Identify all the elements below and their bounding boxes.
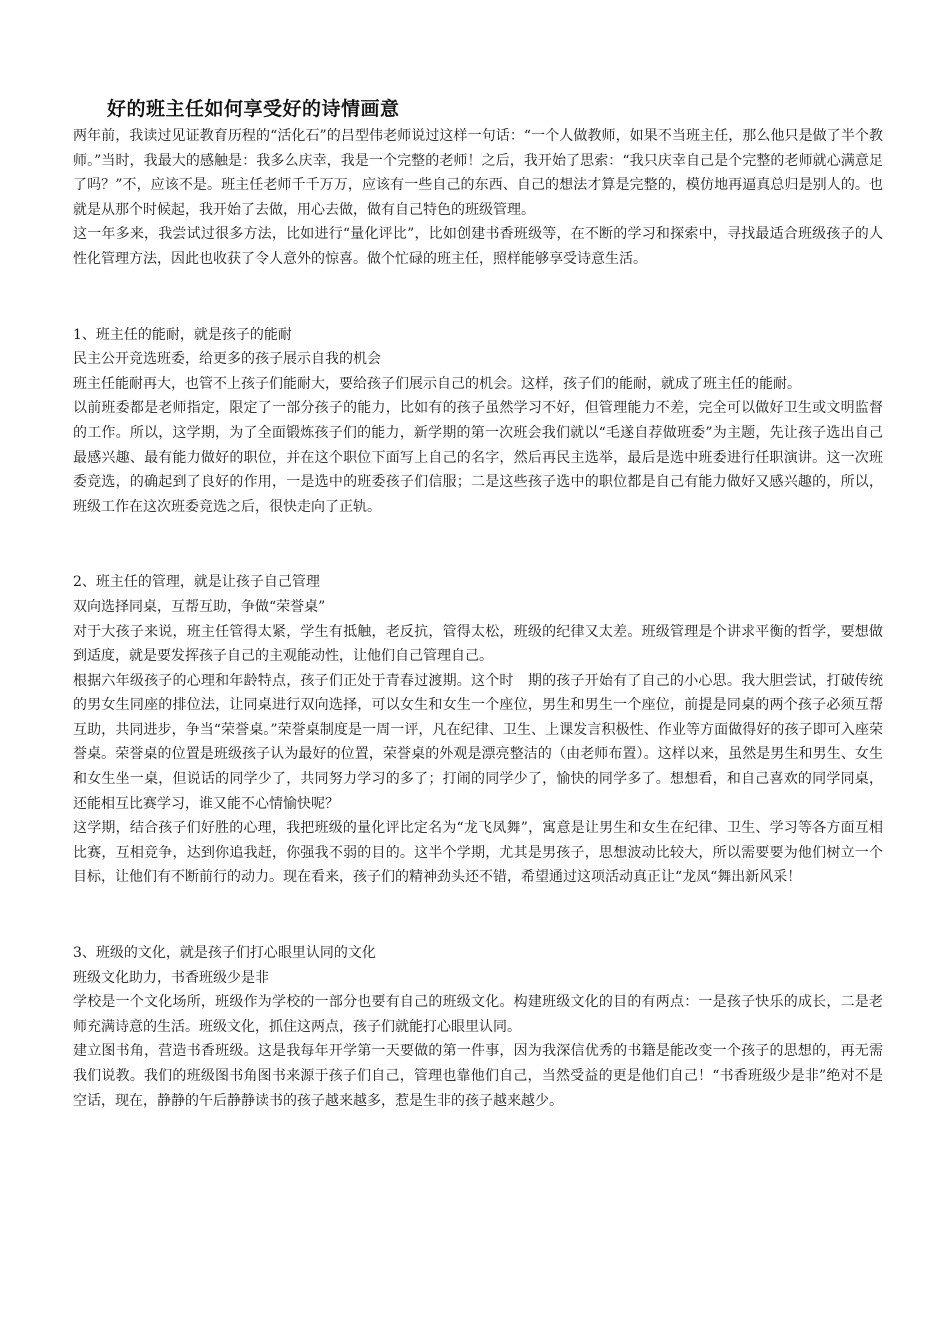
section-paragraph: 建立图书角，营造书香班级。这是我每年开学第一天要做的第一件事，因为我深信优秀的书籍是能改变一个孩子的思想的，再无需我们说教。我们的班级图书角图书来源于孩子们自己，管理也靠他们自己，当然受益的更是他们自己！“书香班级少是非”绝对不是空话，现在，静静的午后静静读书的孩子越来越多，惹是生非的孩子越来越少。 [73, 1043, 883, 1109]
section-1 [73, 323, 883, 520]
section-subheading: 民主公开竞选班委，给更多的孩子展示自我的机会 [73, 351, 381, 368]
section-subheading: 双向选择同桌，互帮互助，争做“荣誉桌” [73, 598, 326, 615]
section-paragraph: 对于大孩子来说，班主任管得太紧，学生有抵触，老反抗，管得太松，班级的纪律又太差。班级管理是个讲求平衡的哲学，要想做到适度，就是要发挥孩子自己的主观能动性，让他们自己管理自己。 [73, 623, 883, 665]
section-subheading: 班级文化助力，书香班级少是非 [73, 969, 269, 986]
section-heading: 1、班主任的能耐，就是孩子的能耐 [73, 326, 292, 343]
section-paragraph: 这学期，结合孩子们好胜的心理，我把班级的量化评比定名为“龙飞凤舞”，寓意是让男生和女生在纪律、卫生、学习等各方面互相比赛，互相竞争，达到你追我赶，你强我不弱的目的。这半个学期，尤其是男孩子，思想波动比较大，所以需要要为他们树立一个目标，让他们有不断前行的动力。现在看来，孩子们的精神劲头还不错，希望通过这项活动真正让“龙凤“舞出新风采！ [73, 820, 883, 886]
section-paragraph: 学校是一个文化场所，班级作为学校的一部分也要有自己的班级文化。构建班级文化的目的有两点：一是孩子快乐的成长，二是老师充满诗意的生活。班级文化，抓住这两点，孩子们就能打心眼里认同。 [73, 994, 883, 1035]
document-title: 好的班主任如何享受好的诗情画意 [107, 98, 400, 120]
section-heading: 2、班主任的管理，就是让孩子自己管理 [73, 574, 320, 591]
section-3 [73, 941, 883, 1113]
section-paragraph: 根据六年级孩子的心理和年龄特点，孩子们正处于青春过渡期。这个时 期的孩子开始有了自己的小心思。我大胆尝试，打破传统的男女生同座的排位法，让同桌进行双向选择，可以女生和女生一个座位，男生和男生一个座位，前提是同桌的两个孩子必须互帮互助，共同进步，争当“荣誉桌。”荣誉桌制度是一周一评，凡在纪律、卫生、上课发言积极性、作业等方面做得好的孩子即可入座荣誉桌。荣誉桌的位置是班级孩子认为最好的位置，荣誉桌的外观是漂亮整洁的（由老师布置）。这样以来，虽然是男生和男生、女生和女生坐一桌，但说话的同学少了，共同努力学习的多了；打闹的同学少了，愉快的同学多了。想想看，和自己喜欢的同学同桌，还能相互比赛学习，谁又能不心情愉快呢？ [73, 672, 883, 812]
section-2 [73, 570, 883, 890]
section-gap [73, 890, 883, 941]
document-page [73, 96, 883, 1113]
intro-paragraph: 这一年多来，我尝试过很多方法，比如进行“量化评比”，比如创建书香班级等，在不断的学习和探索中，寻找最适合班级孩子的人性化管理方法，因此也收获了令人意外的惊喜。做个忙碌的班主任，照样能够享受诗意生活。 [73, 226, 883, 267]
section-gap [73, 519, 883, 570]
section-paragraph: 班主任能耐再大，也管不上孩子们能耐大，要给孩子们展示自己的机会。这样，孩子们的能耐，就成了班主任的能耐。 [73, 375, 801, 392]
intro-paragraph: 两年前，我读过见证教育历程的“活化石”的吕型伟老师说过这样一句话：“一个人做教师，如果不当班主任，那么他只是做了半个教师。”当时，我最大的感触是：我多么庆幸，我是一个完整的老师！之后，我开始了思索：“我只庆幸自己是个完整的老师就心满意足了吗？”不，应该不是。班主任老师千千万万，应该有一些自己的东西、自己的想法才算是完整的，模仿地再逼真总归是别人的。也就是从那个时候起，我开始了去做，用心去做，做有自己特色的班级管理。 [73, 128, 883, 218]
section-gap [73, 272, 883, 323]
section-heading: 3、班级的文化，就是孩子们打心眼里认同的文化 [73, 945, 376, 962]
section-paragraph: 以前班委都是老师指定，限定了一部分孩子的能力，比如有的孩子虽然学习不好，但管理能力不差，完全可以做好卫生或文明监督的工作。所以，这学期，为了全面锻炼孩子们的能力，新学期的第一次班会我们就以“毛遂自荐做班委”为主题，先让孩子选出自己最感兴趣、最有能力做好的职位，并在这个职位下面写上自己的名字，然后再民主选举，最后是选中班委进行任职演讲。这一次班委竞选，的确起到了良好的作用，一是选中的班委孩子们信服；二是这些孩子选中的职位都是自己有能力做好又感兴趣的，所以，班级工作在这次班委竞选之后，很快走向了正轨。 [73, 400, 883, 515]
